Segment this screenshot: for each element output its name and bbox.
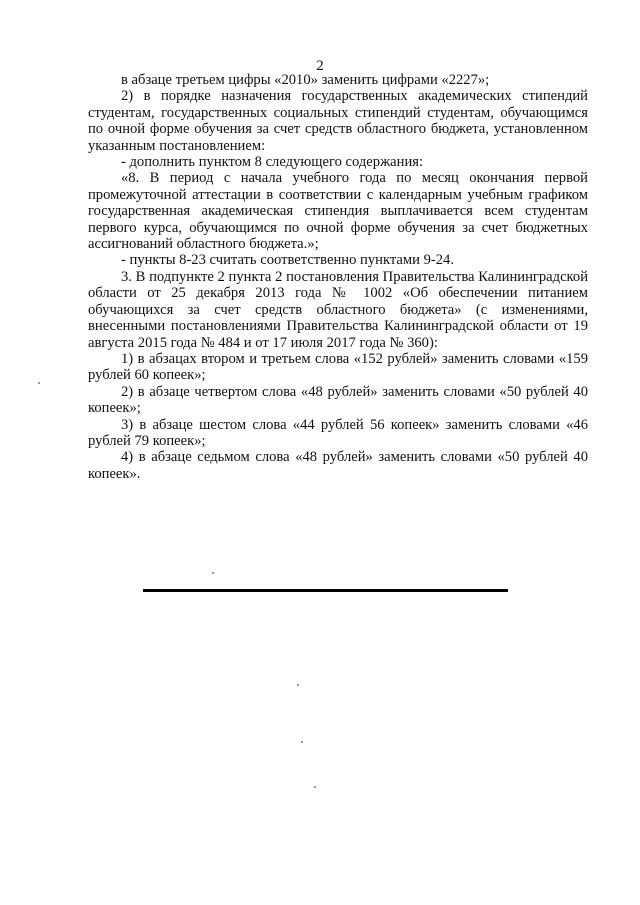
paragraph-7: 1) в абзацах втором и третьем слова «152 рублей» заменить словами «159 рублей 60 копеек»; bbox=[88, 350, 588, 384]
paragraph-2: 2) в порядке назначения государственных академических стипендий студентам, государственных социальных стипендий студентам, обучающимся по очной форме обучения за счет средств областного бюджета, установленном указанным постановлением: bbox=[88, 88, 588, 154]
page-number: 2 bbox=[316, 58, 324, 74]
end-divider-line bbox=[143, 589, 508, 592]
scan-speck bbox=[301, 741, 303, 743]
paragraph-3: - дополнить пунктом 8 следующего содержания: bbox=[121, 154, 424, 171]
paragraph-6: 3. В подпункте 2 пункта 2 постановления Правительства Калининградской области от 25 декабря 2013 года № 1002 «Об обеспечении питанием обучающихся за счет средств областного бюджета» (с изменениями, внесенными постановлениями Правительства Калининградской области от 19 августа 2015 года № 484 и от 17 июля 2017 года № 360): bbox=[88, 268, 588, 351]
paragraph-1: в абзаце третьем цифры «2010» заменить цифрами «2227»; bbox=[121, 72, 490, 88]
paragraph-10: 4) в абзаце седьмом слова «48 рублей» заменить словами «50 рублей 40 копеек». bbox=[88, 449, 588, 482]
scan-speck bbox=[212, 572, 214, 574]
scan-speck bbox=[297, 684, 299, 686]
scan-speck bbox=[38, 382, 40, 384]
paragraph-9: 3) в абзаце шестом слова «44 рублей 56 копеек» заменить словами «46 рублей 79 копеек»; bbox=[88, 416, 588, 449]
paragraph-8: 2) в абзаце четвертом слова «48 рублей» заменить словами «50 рублей 40 копеек»; bbox=[88, 383, 588, 417]
scan-speck bbox=[314, 786, 316, 788]
paragraph-4: «8. В период с начала учебного года по месяц окончания первой промежуточной аттестации в соответствии с календарным учебным графиком государственная академическая стипендия выплачивается всем студентам первого курса, обучающимся по очной форме обучения за счет бюджетных ассигнований областного бюджета.»; bbox=[88, 170, 588, 253]
paragraph-5: - пункты 8-23 считать соответственно пунктами 9-24. bbox=[121, 252, 454, 269]
document-body bbox=[88, 72, 588, 482]
